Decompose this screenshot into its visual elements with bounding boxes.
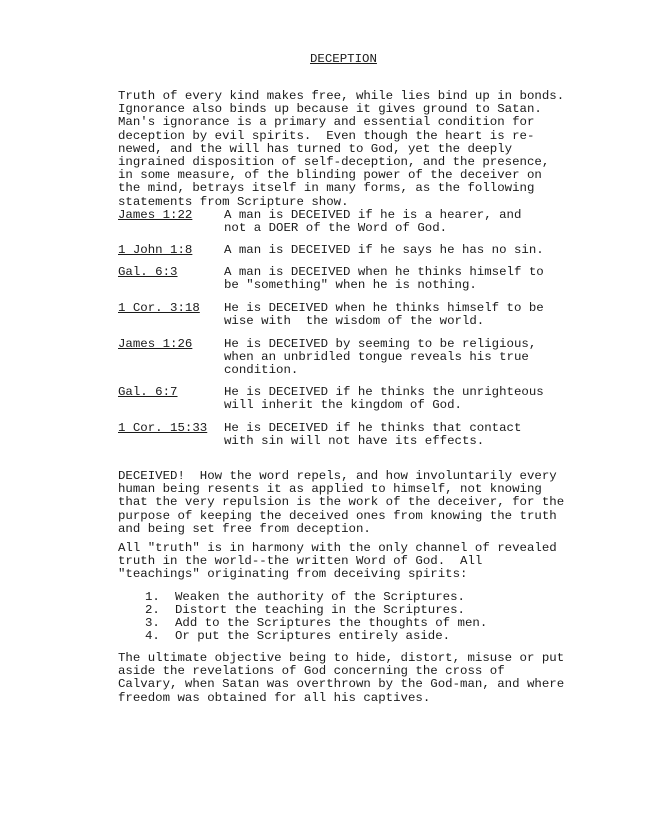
verse-text: He is DECEIVED if he thinks that contact with sin will not have its effects. [224, 421, 522, 449]
verse-ref: 1 Cor. 3:18 [118, 301, 200, 315]
list-item [145, 630, 450, 643]
verse-text: A man is DECEIVED when he thinks himself to be "something" when he is nothing. [224, 265, 544, 293]
list-number: 1. [145, 590, 160, 604]
verse-text: A man is DECEIVED if he is a hearer, and not a DOER of the Word of God. [224, 208, 522, 236]
page-title: DECEPTION [310, 52, 377, 66]
list-text: Add to the Scriptures the thoughts of men. [175, 616, 488, 630]
list-number: 3. [145, 616, 160, 630]
verse-ref: James 1:22 [118, 208, 193, 222]
deceived-paragraph: DECEIVED! How the word repels, and how involuntarily every human being resents it as applied to himself, not knowing that the very repulsion is the work of the deceiver, for the purpose of keeping the deceived ones from knowing the truth and being set free from deception. [118, 469, 565, 536]
list-text: Or put the Scriptures entirely aside. [175, 629, 451, 643]
list-text: Weaken the authority of the Scriptures. [175, 590, 465, 604]
verse-text: He is DECEIVED when he thinks himself to be wise with the wisdom of the world. [224, 301, 544, 329]
verse-text: He is DECEIVED by seeming to be religious, when an unbridled tongue reveals his true condition. [224, 337, 537, 378]
verse-ref: James 1:26 [118, 337, 193, 351]
list-number: 2. [145, 603, 160, 617]
list-number: 4. [145, 629, 160, 643]
truth-paragraph: All "truth" is in harmony with the only channel of revealed truth in the world--the written Word of God. All "teachings" originating from deceiving spirits: [118, 541, 557, 582]
verse-ref: 1 Cor. 15:33 [118, 421, 208, 435]
verse-text: He is DECEIVED if he thinks the unrighteous will inherit the kingdom of God. [224, 385, 544, 413]
verse-ref: Gal. 6:7 [118, 385, 178, 399]
final-paragraph: The ultimate objective being to hide, distort, misuse or put aside the revelations of God concerning the cross of Calvary, when Satan was overthrown by the God-man, and where freedom was obtained for all his captives. [118, 651, 565, 705]
verse-text: A man is DECEIVED if he says he has no sin. [224, 243, 544, 257]
verse-ref: 1 John 1:8 [118, 243, 193, 257]
list-text: Distort the teaching in the Scriptures. [175, 603, 465, 617]
verse-ref: Gal. 6:3 [118, 265, 178, 279]
intro-paragraph: Truth of every kind makes free, while lies bind up in bonds. Ignorance also binds up because it gives ground to Satan. Man's ignorance is a primary and essential condition for deception by evil spirits. Even though the heart is re- newed, and the will has turned to God, yet the deeply ingrained disposition of self-deception, and the presence, in some measure, of the blinding power of the deceiver on the mind, betrays itself in many forms, as the following statements from Scripture show. [118, 89, 565, 209]
